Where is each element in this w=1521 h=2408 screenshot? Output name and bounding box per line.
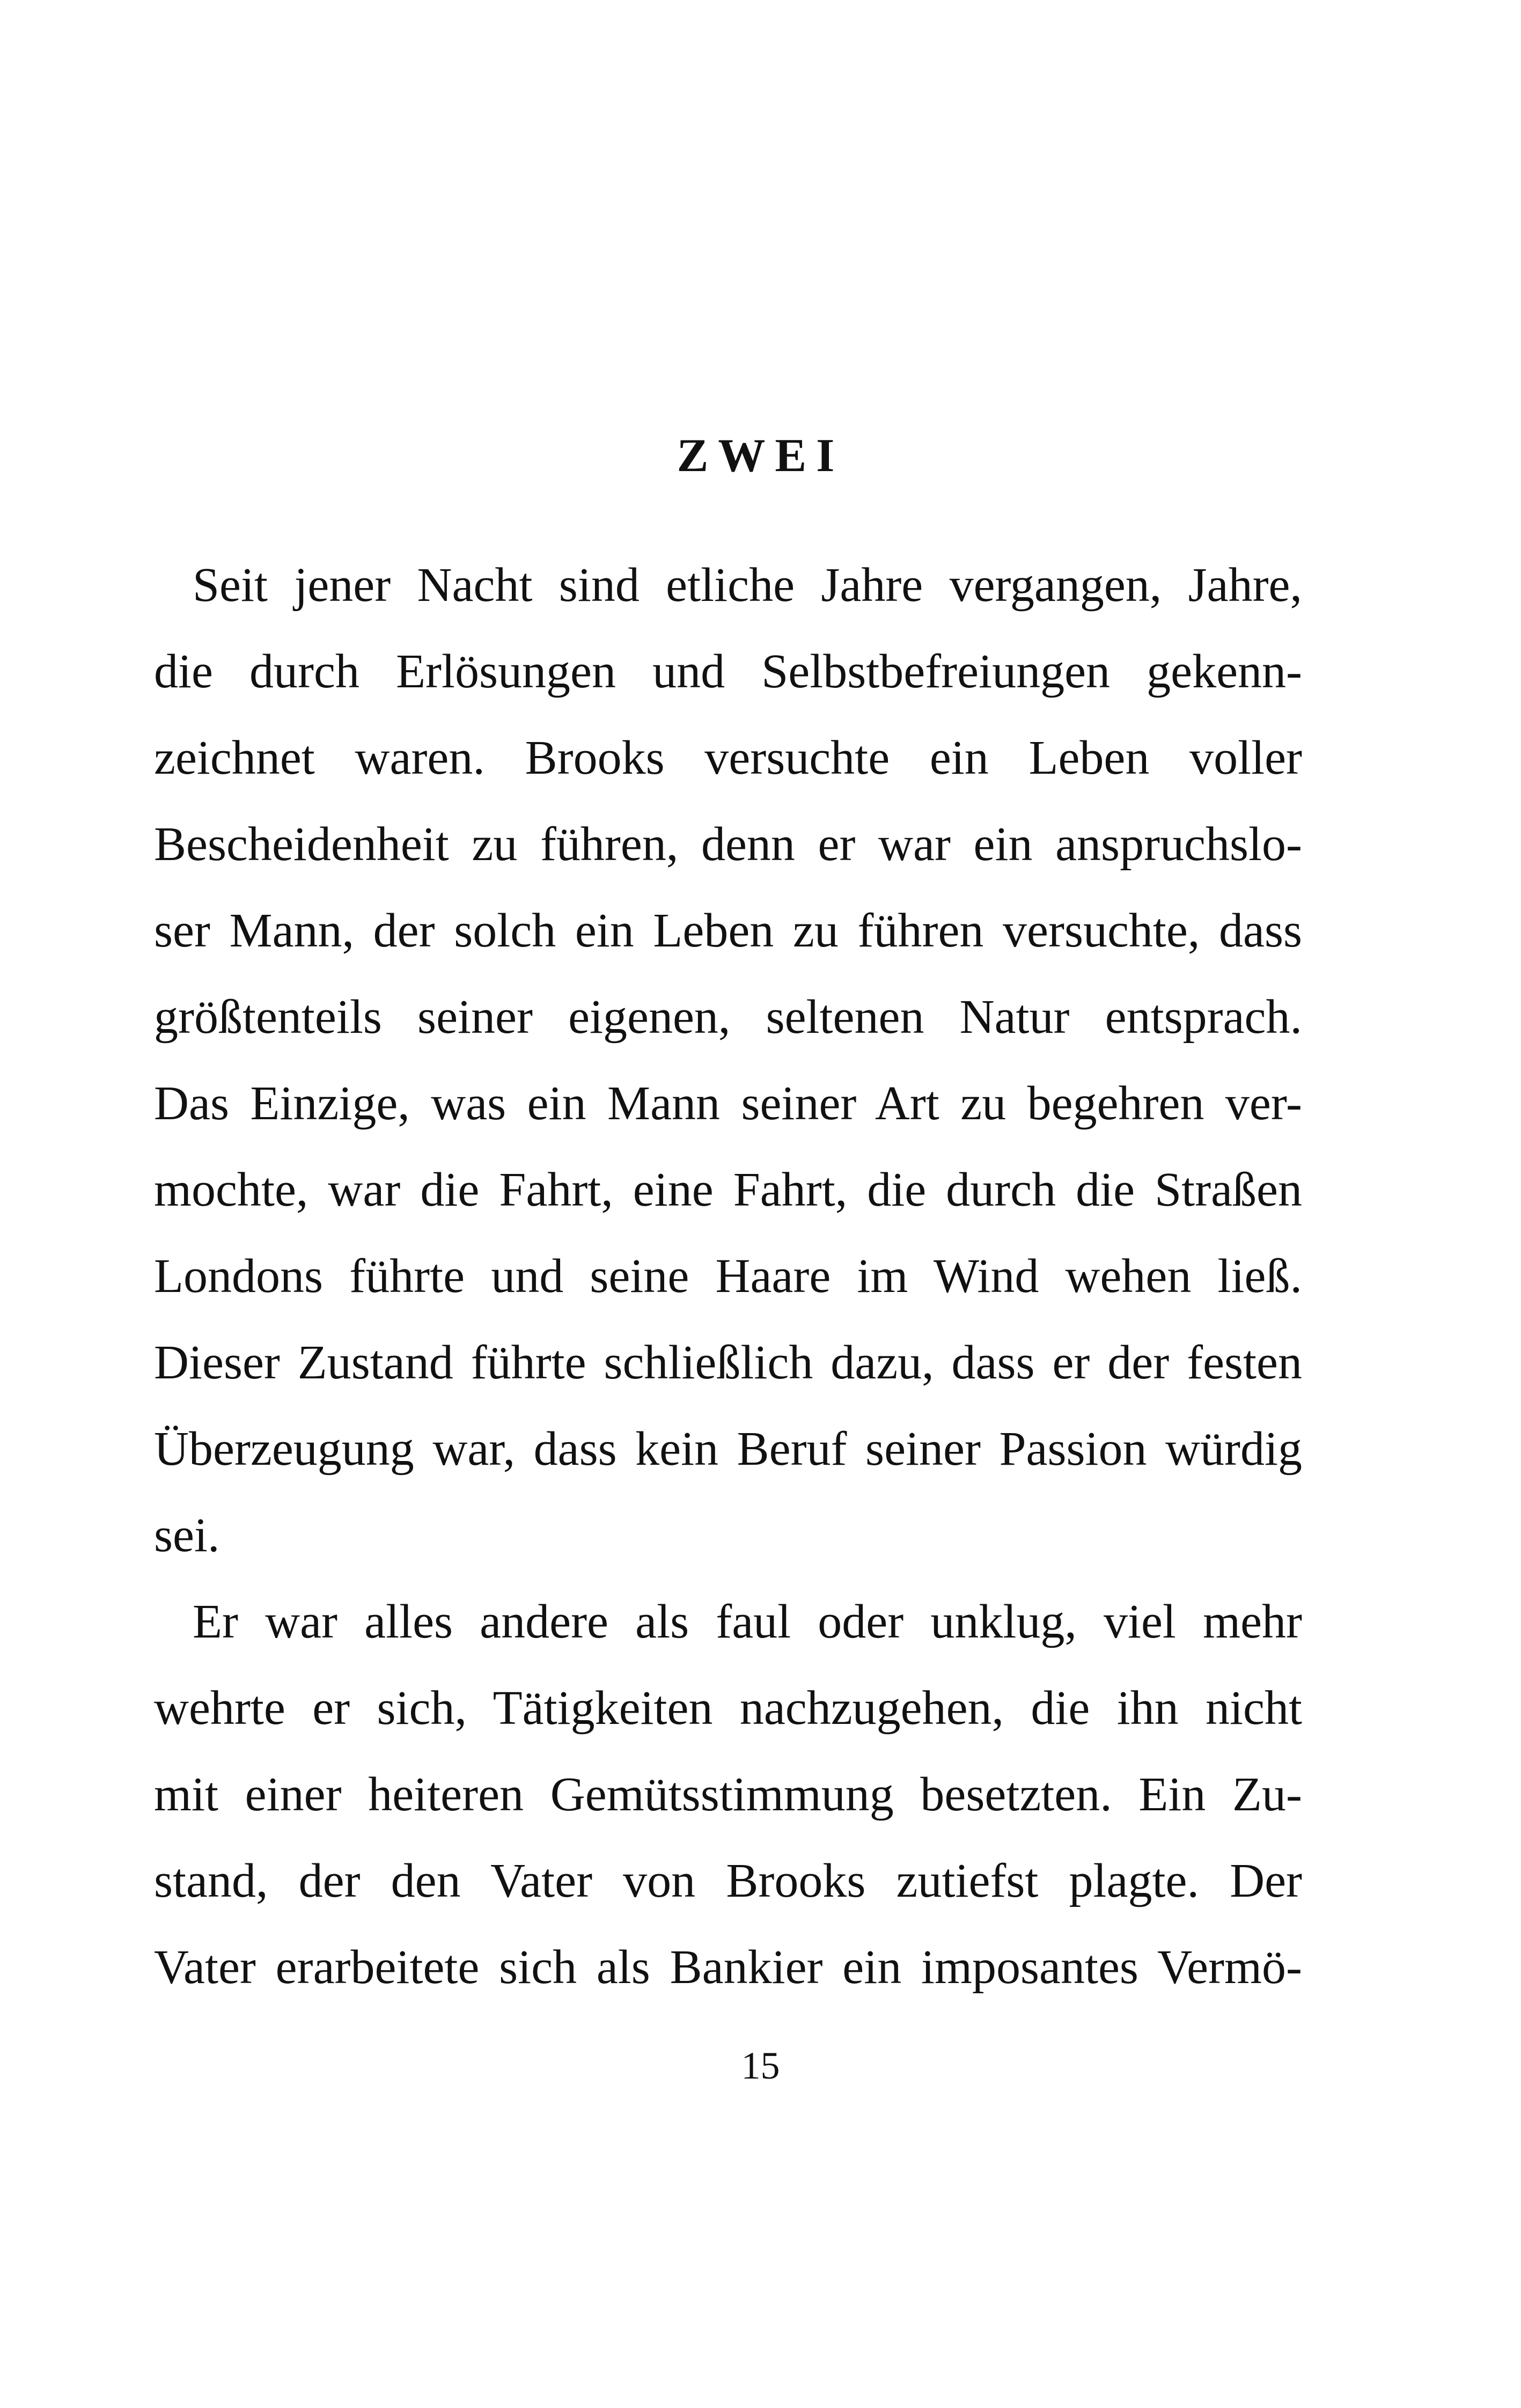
text-line: zeichnet waren. Brooks versuchte ein Leben voller: [154, 731, 1302, 784]
text-line: Seit jener Nacht sind etliche Jahre vergangen, Jahre,: [193, 559, 1302, 612]
paragraph: [154, 1579, 1302, 2010]
text-line: Er war alles andere als faul oder unklug, viel mehr: [193, 1595, 1302, 1648]
text-line: die durch Erlösungen und Selbstbefreiungen gekenn-: [154, 645, 1302, 698]
text-line: mochte, war die Fahrt, eine Fahrt, die durch die Straßen: [154, 1163, 1302, 1216]
text-line: Bescheidenheit zu führen, denn er war ein anspruchslo-: [154, 818, 1302, 871]
text-line: Überzeugung war, dass kein Beruf seiner Passion würdig: [154, 1422, 1302, 1475]
text-line: ser Mann, der solch ein Leben zu führen versuchte, dass: [154, 904, 1302, 957]
text-line: Das Einzige, was ein Mann seiner Art zu begehren ver-: [154, 1077, 1302, 1130]
text-line: Vater erarbeitete sich als Bankier ein imposantes Vermö-: [154, 1941, 1302, 1994]
text-line: stand, der den Vater von Brooks zutiefst plagte. Der: [154, 1854, 1302, 1907]
text-line: sei.: [154, 1509, 220, 1562]
paragraph: [154, 542, 1302, 1579]
page-number: 15: [741, 2044, 780, 2087]
body-text: [154, 542, 1302, 2010]
text-line: mit einer heiteren Gemütsstimmung besetzten. Ein Zu-: [154, 1768, 1302, 1821]
text-line: wehrte er sich, Tätigkeiten nachzugehen, die ihn nicht: [154, 1682, 1302, 1735]
chapter-title: ZWEI: [677, 430, 844, 482]
text-line: größtenteils seiner eigenen, seltenen Natur entsprach.: [154, 990, 1302, 1044]
text-line: Dieser Zustand führte schließlich dazu, dass er der festen: [154, 1336, 1302, 1389]
text-line: Londons führte und seine Haare im Wind wehen ließ.: [154, 1250, 1302, 1303]
